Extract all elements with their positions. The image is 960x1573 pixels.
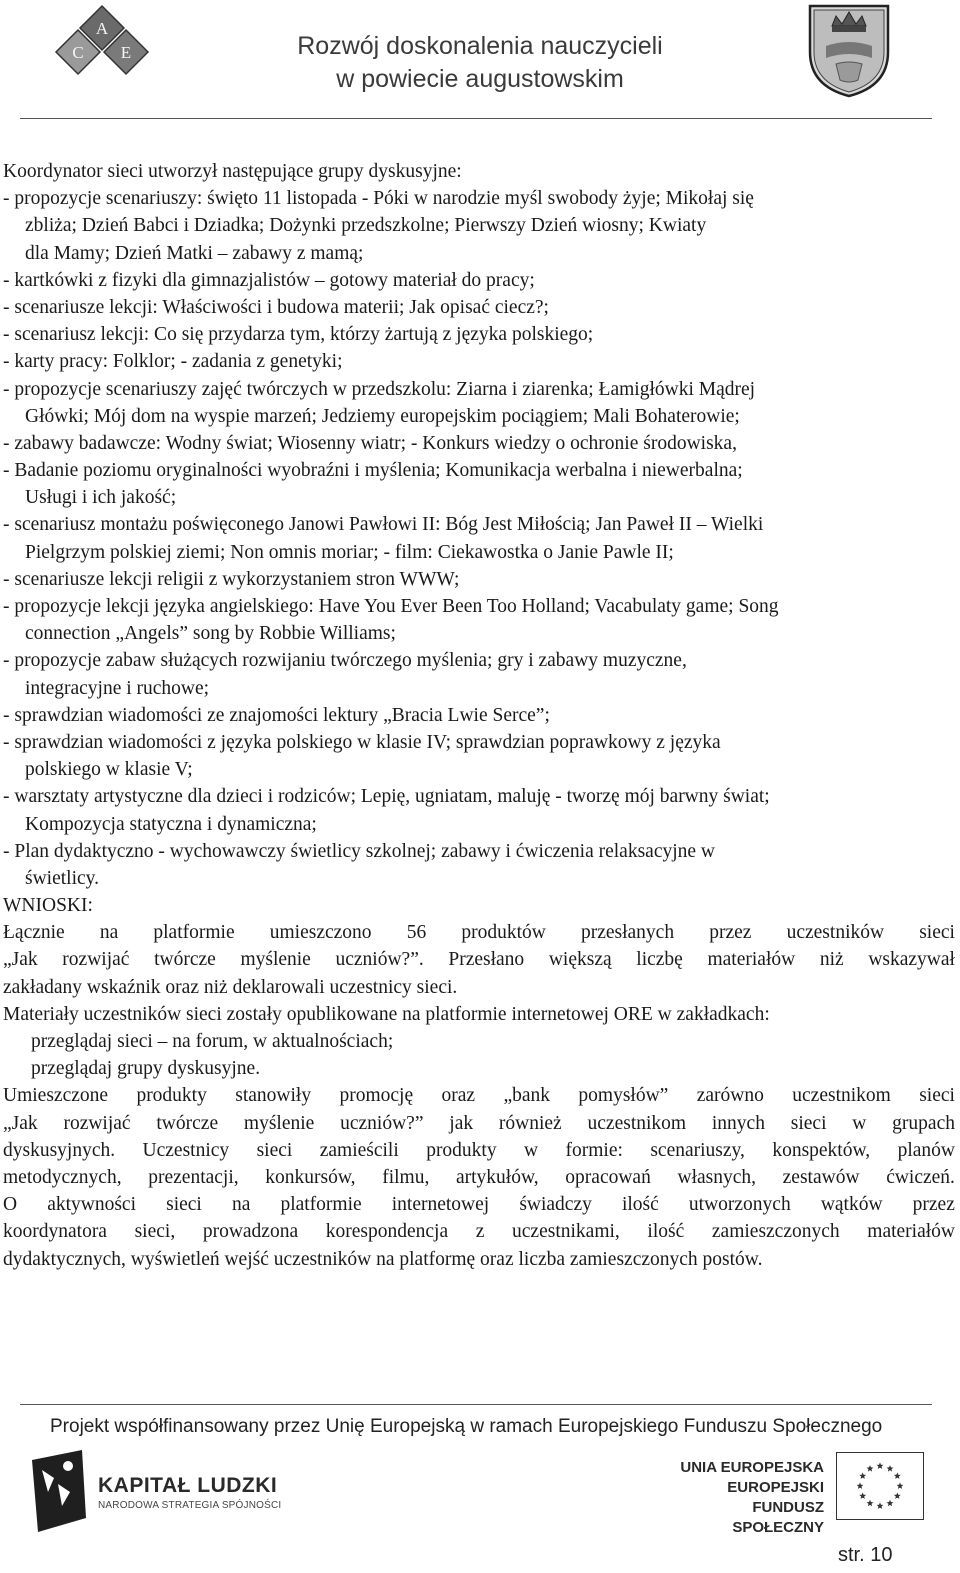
word: z bbox=[475, 1221, 485, 1243]
word: pomysłów” bbox=[578, 1085, 669, 1107]
word: przez bbox=[709, 922, 752, 944]
word: materiałów bbox=[867, 1221, 955, 1243]
list-item: - Plan dydaktyczno - wychowawczy świetlicy szkolnej; zabawy i ćwiczenia relaksacyjne w bbox=[3, 840, 716, 862]
eu-flag-icon bbox=[836, 1452, 924, 1520]
word: platformie bbox=[153, 922, 235, 944]
word: Uczestnicy bbox=[142, 1139, 230, 1161]
word: przesłanych bbox=[580, 922, 675, 944]
header-divider bbox=[20, 118, 932, 119]
word: utworzonych bbox=[688, 1194, 791, 1216]
list-item-continuation: Usługi i ich jakość; bbox=[25, 487, 177, 509]
list-item: - scenariusz montażu poświęconego Janowi Pawłowi II: Bóg Jest Miłością; Jan Paweł II – Wielki bbox=[3, 514, 764, 536]
word: „Jak bbox=[3, 1112, 38, 1134]
word: prezentacji, bbox=[148, 1166, 239, 1188]
word: produkty bbox=[136, 1085, 207, 1107]
word: zamieścili bbox=[319, 1139, 399, 1161]
list-item-continuation: Główki; Mój dom na wyspie marzeń; Jedziemy europejskim pociągiem; Mali Bohaterowie; bbox=[25, 405, 740, 427]
word: Przesłano bbox=[448, 949, 525, 971]
ue-line2: EUROPEJSKI bbox=[727, 1479, 824, 1496]
list-item: - zabawy badawcze: Wodny świat; Wiosenny wiatr; - Konkurs wiedzy o ochronie środowiska, bbox=[3, 432, 737, 454]
justified-line bbox=[3, 1110, 955, 1137]
list-item: - propozycje scenariuszy zajęć twórczych w przedszkolu: Ziarna i ziarenka; Łamigłówki Mądrej bbox=[3, 378, 756, 400]
word: oraz bbox=[441, 1085, 476, 1107]
word: planów bbox=[897, 1139, 955, 1161]
word: liczbę bbox=[636, 949, 683, 971]
word: ilość bbox=[621, 1194, 659, 1216]
list-item: - sprawdzian wiadomości z języka polskiego w klasie IV; sprawdzian poprawkowy z języka bbox=[3, 731, 721, 753]
justified-line bbox=[3, 1082, 955, 1109]
footer-project-text: Projekt współfinansowany przez Unię Europejską w ramach Europejskiego Funduszu Społecznego bbox=[50, 1416, 883, 1437]
word: 56 bbox=[406, 922, 427, 944]
word: „bank bbox=[503, 1085, 551, 1107]
eu-fund-label bbox=[668, 1458, 824, 1538]
list-item-continuation: integracyjne i ruchowe; bbox=[25, 677, 210, 699]
word: koordynatora bbox=[3, 1221, 107, 1243]
word: konkursów, bbox=[265, 1166, 356, 1188]
word: sieci bbox=[919, 922, 955, 944]
word: przez bbox=[912, 1194, 955, 1216]
word: zarówno bbox=[696, 1085, 764, 1107]
ue-line1: UNIA EUROPEJSKA bbox=[680, 1459, 824, 1476]
word: na bbox=[99, 922, 119, 944]
word: promocję bbox=[339, 1085, 414, 1107]
word: myślenie bbox=[240, 949, 311, 971]
page-number: str. 10 bbox=[838, 1544, 893, 1566]
word: scenariuszy, bbox=[650, 1139, 745, 1161]
logo-letter-c: C bbox=[72, 43, 84, 62]
word: niż bbox=[819, 949, 844, 971]
word: prowadzona bbox=[202, 1221, 299, 1243]
header-title-line2: w powiecie augustowskim bbox=[336, 65, 624, 93]
word: wątków bbox=[820, 1194, 883, 1216]
word: rozwijać bbox=[63, 1112, 131, 1134]
word: większą bbox=[548, 949, 612, 971]
paragraph-line: Materiały uczestników sieci zostały opublikowane na platformie internetowej ORE w zakładkach: bbox=[3, 1003, 770, 1025]
word: korespondencja bbox=[325, 1221, 449, 1243]
word: produktów bbox=[461, 922, 546, 944]
cae-diamond-logo bbox=[52, 4, 152, 80]
word: jak bbox=[449, 1112, 474, 1134]
word: Umieszczone bbox=[3, 1085, 109, 1107]
section-heading-wnioski: WNIOSKI: bbox=[3, 895, 93, 917]
word: innych bbox=[711, 1112, 765, 1134]
list-item: - propozycje scenariuszy: święto 11 listopada - Póki w narodzie myśl swobody żyje; Mikołaj się bbox=[3, 188, 754, 210]
list-item: - scenariusze lekcji religii z wykorzystaniem stron WWW; bbox=[3, 568, 460, 590]
header-title-line1: Rozwój doskonalenia nauczycieli bbox=[297, 32, 663, 60]
list-item: - propozycje lekcji języka angielskiego: Have You Ever Been Too Holland; Vacabulaty game; Song bbox=[3, 596, 779, 617]
word: umieszczono bbox=[269, 922, 372, 944]
footer-divider bbox=[20, 1404, 932, 1405]
word: również bbox=[498, 1112, 562, 1134]
justified-line bbox=[3, 1191, 955, 1218]
word: O bbox=[3, 1194, 18, 1216]
word: w bbox=[852, 1112, 867, 1134]
word: świadczy bbox=[519, 1194, 592, 1216]
justified-line bbox=[3, 1137, 955, 1164]
word: sieci bbox=[166, 1194, 202, 1216]
word: twórcze bbox=[154, 949, 216, 971]
word: filmu, bbox=[382, 1166, 430, 1188]
list-item-continuation: connection „Angels” song by Robbie Williams; bbox=[25, 623, 396, 645]
word: własnych, bbox=[677, 1166, 757, 1188]
justified-line bbox=[3, 1218, 955, 1245]
word: aktywności bbox=[47, 1194, 137, 1216]
word: Łącznie bbox=[3, 922, 65, 944]
word: uczniów?” bbox=[340, 1112, 424, 1134]
word: twórcze bbox=[156, 1112, 219, 1134]
ue-line3: FUNDUSZ SPOŁECZNY bbox=[732, 1499, 824, 1536]
list-item: - Badanie poziomu oryginalności wyobraźni i myślenia; Komunikacja werbalna i niewerbalna; bbox=[3, 460, 743, 482]
kapital-ludzki-subtitle: NARODOWA STRATEGIA SPÓJNOŚCI bbox=[98, 1500, 282, 1511]
word: konspektów, bbox=[772, 1139, 871, 1161]
word: dyskusyjnych. bbox=[3, 1139, 116, 1161]
word: rozwijać bbox=[62, 949, 130, 971]
list-item: - kartkówki z fizyki dla gimnazjalistów – gotowy materiał do pracy; bbox=[3, 269, 535, 291]
list-item-continuation: Kompozycja statyczna i dynamiczna; bbox=[25, 813, 317, 835]
word: ćwiczeń. bbox=[886, 1166, 955, 1188]
word: internetowej bbox=[391, 1194, 490, 1216]
list-item-continuation: dla Mamy; Dzień Matki – zabawy z mamą; bbox=[25, 242, 364, 264]
logo-letter-e: E bbox=[120, 43, 132, 62]
word: sieci, bbox=[134, 1221, 176, 1243]
word: materiałów bbox=[707, 949, 796, 971]
page-header-title bbox=[170, 30, 790, 96]
word: uczestnikom bbox=[587, 1112, 687, 1134]
word: ilość bbox=[647, 1221, 685, 1243]
paragraph-line: zakładany wskaźnik oraz niż deklarowali uczestnicy sieci. bbox=[3, 976, 458, 998]
word: metodycznych, bbox=[3, 1166, 122, 1188]
paragraph-line: dydaktycznych, wyświetleń wejść uczestników na platformę oraz liczba zamieszczonych postów. bbox=[3, 1248, 763, 1270]
word: platformie bbox=[280, 1194, 362, 1216]
list-item: - scenariusze lekcji: Właściwości i budowa materii; Jak opisać ciecz?; bbox=[3, 296, 549, 318]
list-item: - propozycje zabaw służących rozwijaniu twórczego myślenia; gry i zabawy muzyczne, bbox=[3, 650, 687, 672]
list-item-continuation: polskiego w klasie V; bbox=[25, 759, 193, 781]
indented-line: przeglądaj grupy dyskusyjne. bbox=[31, 1058, 261, 1080]
word: na bbox=[231, 1194, 251, 1216]
kapital-ludzki-title: KAPITAŁ LUDZKI bbox=[98, 1474, 278, 1497]
justified-line bbox=[3, 919, 955, 946]
word: stanowiły bbox=[235, 1085, 312, 1107]
word: uczestnikom bbox=[792, 1085, 891, 1107]
justified-line bbox=[3, 1164, 955, 1191]
word: zestawów bbox=[782, 1166, 860, 1188]
word: artykułów, bbox=[455, 1166, 539, 1188]
word: „Jak bbox=[3, 949, 38, 971]
logo-letter-a: A bbox=[95, 19, 109, 38]
justified-line bbox=[3, 946, 955, 973]
powiat-crest-icon bbox=[806, 2, 892, 98]
list-item-continuation: Pielgrzym polskiej ziemi; Non omnis moriar; - film: Ciekawostka o Janie Pawle II; bbox=[25, 541, 674, 563]
word: formie: bbox=[565, 1139, 623, 1161]
word: produkty bbox=[426, 1139, 497, 1161]
word: zamieszczonych bbox=[711, 1221, 840, 1243]
word: sieci bbox=[790, 1112, 827, 1134]
word: grupach bbox=[892, 1112, 955, 1134]
word: wskazywał bbox=[868, 949, 955, 971]
word: w bbox=[524, 1139, 539, 1161]
list-item: - warsztaty artystyczne dla dzieci i rodziców; Lepię, ugniatam, maluję - tworzę mój barwny świat; bbox=[3, 786, 770, 808]
list-item-continuation: świetlicy. bbox=[25, 867, 100, 889]
indented-line: przeglądaj sieci – na forum, w aktualnościach; bbox=[31, 1031, 394, 1052]
word: myślenie bbox=[243, 1112, 315, 1134]
list-item: - karty pracy: Folklor; - zadania z genetyki; bbox=[3, 351, 343, 373]
paragraph-intro: Koordynator sieci utworzył następujące grupy dyskusyjne: bbox=[3, 161, 462, 182]
word: sieci bbox=[256, 1139, 293, 1161]
word: sieci bbox=[919, 1085, 955, 1107]
list-item: - sprawdzian wiadomości ze znajomości lektury „Bracia Lwie Serce”; bbox=[3, 704, 550, 726]
word: uczestnikami, bbox=[512, 1221, 620, 1243]
document-body bbox=[3, 158, 955, 1273]
word: uczestników bbox=[786, 922, 885, 944]
word: uczniów?”. bbox=[335, 949, 424, 971]
list-item: - scenariusz lekcji: Co się przydarza tym, którzy żartują z języka polskiego; bbox=[3, 324, 594, 346]
word: opracowań bbox=[565, 1166, 651, 1188]
list-item-continuation: zbliża; Dzień Babci i Dziadka; Dożynki przedszkolne; Pierwszy Dzień wiosny; Kwiaty bbox=[25, 215, 707, 237]
